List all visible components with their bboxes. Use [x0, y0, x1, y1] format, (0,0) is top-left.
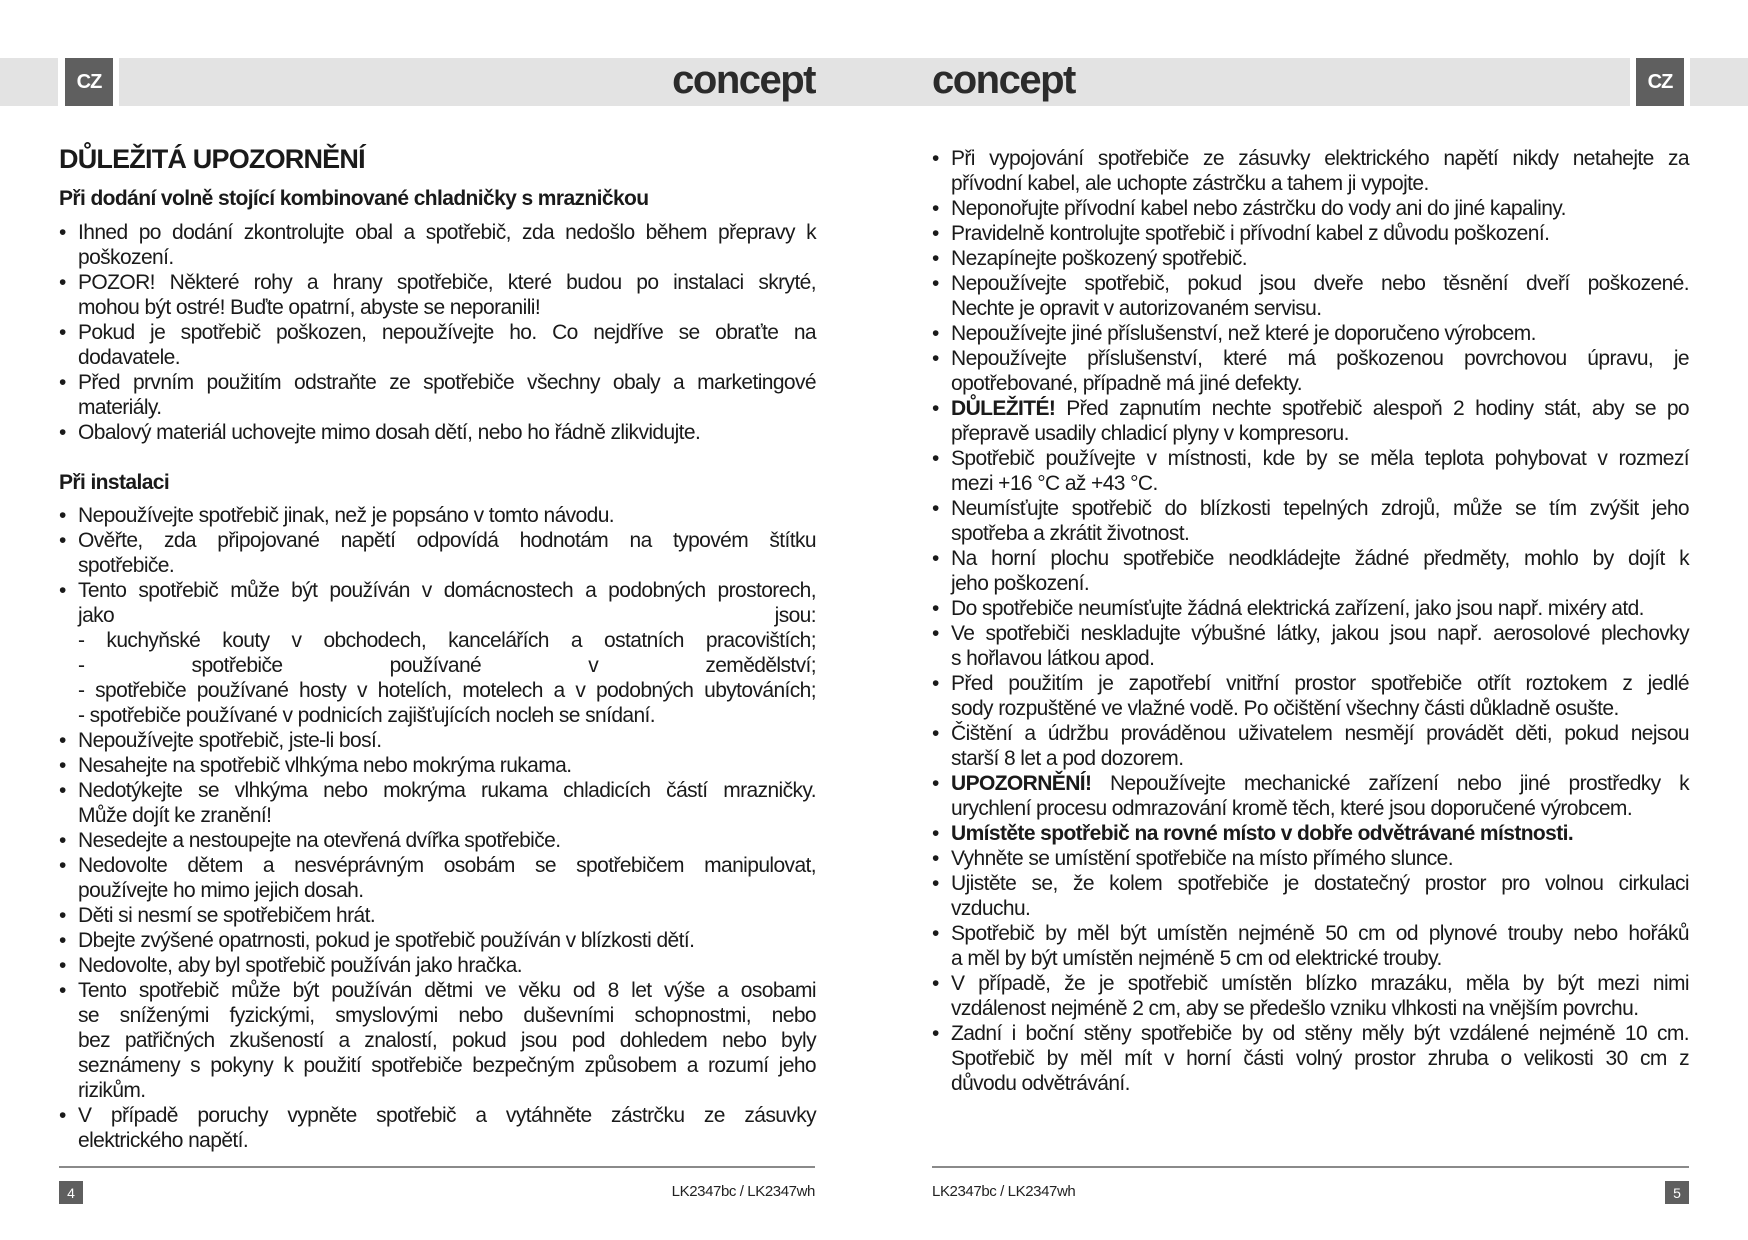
line-text: Před zapnutím nechte spotřebič alespoň 2 hodiny stát, aby se po [1055, 397, 1689, 420]
list-item [932, 221, 1689, 246]
bullet-icon: • [932, 547, 940, 570]
page-title: DŮLEŽITÁ UPOZORNĚNÍ [59, 144, 365, 174]
footer-divider-right [932, 1166, 1689, 1168]
list-item [59, 778, 816, 828]
line-text: přívodní kabel, ale uchopte zástrčku a tahem ji vypojte. [951, 172, 1429, 195]
text-line [951, 696, 1689, 721]
list-item [932, 396, 1689, 446]
text-line [78, 978, 816, 1003]
text-line [78, 903, 816, 928]
line-text: POZOR! Některé rohy a hrany spotřebiče, které budou po instalaci skryté, [78, 271, 816, 294]
text-line [951, 421, 1689, 446]
line-text: rizikům. [78, 1079, 146, 1102]
list-item [932, 971, 1689, 1021]
text-line [78, 1003, 816, 1028]
bullet-icon: • [932, 247, 940, 270]
line-text: používejte ho mimo jejich dosah. [78, 879, 364, 902]
footer-divider-left [59, 1166, 815, 1168]
text-line [78, 1078, 816, 1103]
bullet-icon: • [59, 371, 67, 394]
line-text: Nesedejte a nestoupejte na otevřená dvířka spotřebiče. [78, 829, 561, 852]
list-item [932, 846, 1689, 871]
text-line [78, 603, 816, 628]
text-line [78, 528, 816, 553]
text-line [78, 1128, 816, 1153]
text-line [78, 878, 816, 903]
line-text: Může dojít ke zranění! [78, 804, 272, 827]
bullet-icon: • [59, 754, 67, 777]
list-item [59, 503, 816, 528]
line-text: Děti si nesmí se spotřebičem hrát. [78, 904, 376, 927]
line-text: Nepoužívejte spotřebič, jste-li bosí. [78, 729, 382, 752]
line-text: Spotřebič by měl mít v horní části volný prostor zhruba o velikosti 30 cm z [951, 1047, 1689, 1070]
text-line [951, 471, 1689, 496]
text-line [78, 678, 816, 703]
text-line [951, 821, 1689, 846]
text-line [78, 703, 816, 728]
text-line [78, 653, 816, 678]
list-item [932, 671, 1689, 721]
line-text: Ve spotřebiči neskladujte výbušné látky, jakou jsou např. aerosolové plechovky [951, 622, 1689, 645]
bullet-icon: • [59, 979, 67, 1002]
line-text: Nepoužívejte jiné příslušenství, než které je doporučeno výrobcem. [951, 322, 1536, 345]
list-item [932, 246, 1689, 271]
list-item [932, 1021, 1689, 1096]
line-text: Před prvním použitím odstraňte ze spotřebiče všechny obaly a marketingové [78, 371, 816, 394]
line-text: Neponořujte přívodní kabel nebo zástrčku do vody ani do jiné kapaliny. [951, 197, 1566, 220]
text-line [951, 921, 1689, 946]
line-text: Při vypojování spotřebiče ze zásuvky elektrického napětí nikdy netahejte za [951, 147, 1689, 170]
list-item [932, 871, 1689, 921]
text-line [951, 346, 1689, 371]
section-heading-delivery: Při dodání volně stojící kombinované chladničky s mrazničkou [59, 187, 649, 210]
bullet-icon: • [932, 147, 940, 170]
text-line [951, 146, 1689, 171]
text-line [78, 270, 816, 295]
header-band [119, 58, 1630, 106]
list-item [932, 921, 1689, 971]
bullet-icon: • [59, 904, 67, 927]
bullet-icon: • [59, 529, 67, 552]
bullet-icon: • [59, 954, 67, 977]
text-line [78, 370, 816, 395]
model-number-left: LK2347bc / LK2347wh [671, 1183, 815, 1200]
list-item [932, 346, 1689, 396]
brand-logo-right: concept [932, 58, 1075, 102]
text-line [951, 396, 1689, 421]
bullet-icon: • [59, 271, 67, 294]
line-text: Čištění a údržbu prováděnou uživatelem nesmějí provádět děti, pokud nejsou [951, 722, 1689, 745]
list-item [932, 546, 1689, 596]
list-item [932, 821, 1689, 846]
line-text: Před použitím je zapotřebí vnitřní prostor spotřebiče otřít roztokem z jedlé [951, 672, 1689, 695]
list-item [932, 721, 1689, 771]
list-item [59, 753, 816, 778]
bullet-icon: • [59, 421, 67, 444]
list-item [59, 728, 816, 753]
line-text: Ujistěte se, že kolem spotřebiče je dostatečný prostor pro volnou cirkulaci [951, 872, 1689, 895]
line-text: materiály. [78, 396, 162, 419]
text-line [951, 546, 1689, 571]
text-line [78, 420, 816, 445]
line-text: mohou být ostré! Buďte opatrní, abyste se neporanili! [78, 296, 541, 319]
text-line [951, 446, 1689, 471]
line-text: s hořlavou látkou apod. [951, 647, 1155, 670]
bullet-icon: • [59, 321, 67, 344]
line-text: jeho poškození. [951, 572, 1090, 595]
line-text: Spotřebič by měl být umístěn nejméně 50 cm od plynové trouby nebo hořáků [951, 922, 1689, 945]
list-item [59, 953, 816, 978]
installation-list [59, 503, 816, 1153]
text-line [78, 1053, 816, 1078]
line-text: Spotřebič používejte v místnosti, kde by se měla teplota pohybovat v rozmezí [951, 447, 1689, 470]
text-line [78, 778, 816, 803]
line-text: Nedotýkejte se vlhkýma nebo mokrýma rukama chladicích částí mrazničky. [78, 779, 816, 802]
line-text: Obalový materiál uchovejte mimo dosah dětí, nebo ho řádně zlikvidujte. [78, 421, 701, 444]
text-line [951, 1046, 1689, 1071]
line-text: Nesahejte na spotřebič vlhkýma nebo mokrýma rukama. [78, 754, 572, 777]
bullet-icon: • [59, 221, 67, 244]
bullet-icon: • [932, 722, 940, 745]
bullet-icon: • [932, 597, 940, 620]
line-text: Na horní plochu spotřebiče neodkládejte žádné předměty, mohlo by dojít k [951, 547, 1689, 570]
line-text: Nepoužívejte spotřebič jinak, než je popsáno v tomto návodu. [78, 504, 615, 527]
line-text: Do spotřebiče neumísťujte žádná elektrická zařízení, jako jsou např. mixéry atd. [951, 597, 1644, 620]
list-item [932, 771, 1689, 821]
line-text: dodavatele. [78, 346, 180, 369]
bullet-icon: • [59, 729, 67, 752]
text-line [951, 671, 1689, 696]
text-line [951, 1071, 1689, 1096]
bullet-icon: • [932, 272, 940, 295]
line-text: spotřeba a zkrátit životnost. [951, 522, 1190, 545]
list-item [932, 196, 1689, 221]
emphasis-text: Umístěte spotřebič na rovné místo v dobře odvětrávané místnosti. [951, 822, 1574, 845]
line-text: poškození. [78, 246, 174, 269]
line-text: Nedovolte, aby byl spotřebič používán jako hračka. [78, 954, 522, 977]
list-item [932, 596, 1689, 621]
text-line [78, 553, 816, 578]
line-text: Ihned po dodání zkontrolujte obal a spotřebič, zda nedošlo během přepravy k [78, 221, 816, 244]
text-line [78, 395, 816, 420]
bullet-icon: • [932, 822, 940, 845]
list-item [59, 270, 816, 320]
list-item [59, 220, 816, 270]
line-text: přepravě usadily chladicí plyny v kompresoru. [951, 422, 1349, 445]
line-text: Neumísťujte spotřebič do blízkosti tepelných zdrojů, může se tím zvýšit jeho [951, 497, 1689, 520]
text-line [78, 853, 816, 878]
line-text: - spotřebiče používané v podnicích zajišťujících nocleh se snídaní. [78, 704, 656, 727]
text-line [951, 946, 1689, 971]
safety-list [932, 146, 1689, 1096]
list-item [932, 621, 1689, 671]
line-text: Dbejte zvýšené opatrnosti, pokud je spotřebič používán v blízkosti dětí. [78, 929, 695, 952]
line-text: seznámeny s pokyny k použití spotřebiče bezpečným způsobem a rozumí jeho [78, 1054, 816, 1077]
text-line [951, 971, 1689, 996]
line-text: - spotřebiče používané hosty v hotelích, motelech a v podobných ubytováních; [78, 679, 816, 702]
text-line [951, 721, 1689, 746]
text-line [951, 996, 1689, 1021]
list-item [932, 146, 1689, 196]
line-text: opotřebované, případně má jiné defekty. [951, 372, 1302, 395]
text-line [951, 521, 1689, 546]
list-item [932, 496, 1689, 546]
delivery-list [59, 220, 816, 445]
text-line [951, 371, 1689, 396]
line-text: Nepoužívejte mechanické zařízení nebo jiné prostředky k [1091, 772, 1689, 795]
bullet-icon: • [932, 847, 940, 870]
list-item [59, 978, 816, 1103]
header-band [1690, 58, 1748, 106]
bullet-icon: • [932, 322, 940, 345]
line-text: bez patřičných zkušeností a znalostí, pokud jsou pod dohledem nebo byly [78, 1029, 816, 1052]
line-text: Nedovolte dětem a nesvéprávným osobám se spotřebičem manipulovat, [78, 854, 816, 877]
line-text: - kuchyňské kouty v obchodech, kancelářích a ostatních pracovištích; [78, 629, 816, 652]
line-text: elektrického napětí. [78, 1129, 249, 1152]
text-line [78, 320, 816, 345]
text-line [951, 1021, 1689, 1046]
line-text: vzduchu. [951, 897, 1031, 920]
bullet-icon: • [59, 579, 67, 602]
text-line [951, 646, 1689, 671]
bullet-icon: • [932, 922, 940, 945]
list-item [59, 903, 816, 928]
text-line [78, 1028, 816, 1053]
page-number-left: 4 [59, 1181, 83, 1204]
line-text: mezi +16 °C až +43 °C. [951, 472, 1158, 495]
text-line [951, 196, 1689, 221]
text-line [951, 221, 1689, 246]
text-line [951, 171, 1689, 196]
text-line [78, 753, 816, 778]
text-line [951, 246, 1689, 271]
header-band [0, 58, 58, 106]
text-line [78, 345, 816, 370]
page-number-right: 5 [1665, 1181, 1689, 1204]
text-line [78, 628, 816, 653]
bullet-icon: • [932, 497, 940, 520]
bullet-icon: • [932, 347, 940, 370]
line-text: se sníženými fyzickými, smyslovými nebo duševními schopnostmi, nebo [78, 1004, 816, 1027]
line-text: Pokud je spotřebič poškozen, nepoužívejte ho. Co nejdříve se obraťte na [78, 321, 816, 344]
line-text: Zadní i boční stěny spotřebiče by od stěny měly být vzdálené nejméně 10 cm. [951, 1022, 1689, 1045]
list-item [932, 271, 1689, 321]
text-line [78, 220, 816, 245]
line-text: Tento spotřebič může být používán dětmi ve věku od 8 let výše a osobami [78, 979, 816, 1002]
text-line [78, 928, 816, 953]
line-text: důvodu odvětrávání. [951, 1072, 1130, 1095]
language-tab-left: CZ [65, 58, 113, 106]
bullet-icon: • [59, 779, 67, 802]
list-item [59, 928, 816, 953]
line-text: sody rozpuštěné ve vlažné vodě. Po očištění všechny části důkladně osušte. [951, 697, 1619, 720]
text-line [78, 828, 816, 853]
bullet-icon: • [932, 1022, 940, 1045]
model-number-right: LK2347bc / LK2347wh [932, 1183, 1076, 1200]
text-line [78, 503, 816, 528]
text-line [951, 846, 1689, 871]
list-item [932, 321, 1689, 346]
bullet-icon: • [932, 197, 940, 220]
line-text: Nepoužívejte spotřebič, pokud jsou dveře nebo těsnění dveří poškozené. [951, 272, 1689, 295]
text-line [951, 896, 1689, 921]
text-line [951, 296, 1689, 321]
text-line [951, 771, 1689, 796]
emphasis-text: DŮLEŽITÉ! [951, 397, 1056, 420]
line-text: V případě, že je spotřebič umístěn blízko mrazáku, měla by být mezi nimi [951, 972, 1689, 995]
bullet-icon: • [59, 829, 67, 852]
line-text: spotřebiče. [78, 554, 175, 577]
text-line [951, 596, 1689, 621]
list-item [59, 528, 816, 578]
list-item [59, 1103, 816, 1153]
text-line [951, 321, 1689, 346]
line-text: urychlení procesu odmrazování kromě těch, které jsou doporučené výrobcem. [951, 797, 1633, 820]
line-text: V případě poruchy vypněte spotřebič a vytáhněte zástrčku ze zásuvky [78, 1104, 816, 1127]
text-line [78, 953, 816, 978]
text-line [951, 746, 1689, 771]
text-line [951, 796, 1689, 821]
section-heading-installation: Při instalaci [59, 471, 170, 494]
bullet-icon: • [932, 222, 940, 245]
emphasis-text: UPOZORNĚNÍ! [951, 772, 1092, 795]
text-line [78, 245, 816, 270]
line-text: Vyhněte se umístění spotřebiče na místo přímého slunce. [951, 847, 1453, 870]
text-line [951, 571, 1689, 596]
text-line [78, 295, 816, 320]
bullet-icon: • [932, 397, 940, 420]
bullet-icon: • [59, 929, 67, 952]
text-line [951, 271, 1689, 296]
text-line [78, 803, 816, 828]
bullet-icon: • [59, 854, 67, 877]
language-tab-right: CZ [1636, 58, 1684, 106]
line-text: starší 8 let a pod dozorem. [951, 747, 1184, 770]
bullet-icon: • [59, 504, 67, 527]
bullet-icon: • [932, 872, 940, 895]
line-text: jako jsou: [78, 604, 816, 627]
line-text: Nechte je opravit v autorizovaném servisu. [951, 297, 1322, 320]
line-text: Nepoužívejte příslušenství, které má poškozenou povrchovou úpravu, je [951, 347, 1689, 370]
bullet-icon: • [932, 772, 940, 795]
list-item [59, 370, 816, 420]
list-item [932, 446, 1689, 496]
text-line [78, 1103, 816, 1128]
line-text: Pravidelně kontrolujte spotřebič i přívodní kabel z důvodu poškození. [951, 222, 1550, 245]
list-item [59, 420, 816, 445]
list-item [59, 320, 816, 370]
text-line [78, 728, 816, 753]
line-text: Tento spotřebič může být používán v domácnostech a podobných prostorech, [78, 579, 816, 602]
line-text: Ověřte, zda připojované napětí odpovídá hodnotám na typovém štítku [78, 529, 816, 552]
line-text: a měl by být umístěn nejméně 5 cm od elektrické trouby. [951, 947, 1442, 970]
bullet-icon: • [932, 672, 940, 695]
bullet-icon: • [59, 1104, 67, 1127]
line-text: Nezapínejte poškozený spotřebič. [951, 247, 1247, 270]
text-line [951, 621, 1689, 646]
line-text: vzdálenost nejméně 2 cm, aby se předešlo vzniku vlhkosti na vnějším povrchu. [951, 997, 1639, 1020]
list-item [59, 853, 816, 903]
line-text: - spotřebiče používané v zemědělství; [78, 654, 816, 677]
text-line [78, 578, 816, 603]
text-line [951, 871, 1689, 896]
brand-logo-left: concept [672, 58, 815, 102]
bullet-icon: • [932, 972, 940, 995]
bullet-icon: • [932, 622, 940, 645]
bullet-icon: • [932, 447, 940, 470]
list-item [59, 578, 816, 728]
list-item [59, 828, 816, 853]
text-line [951, 496, 1689, 521]
